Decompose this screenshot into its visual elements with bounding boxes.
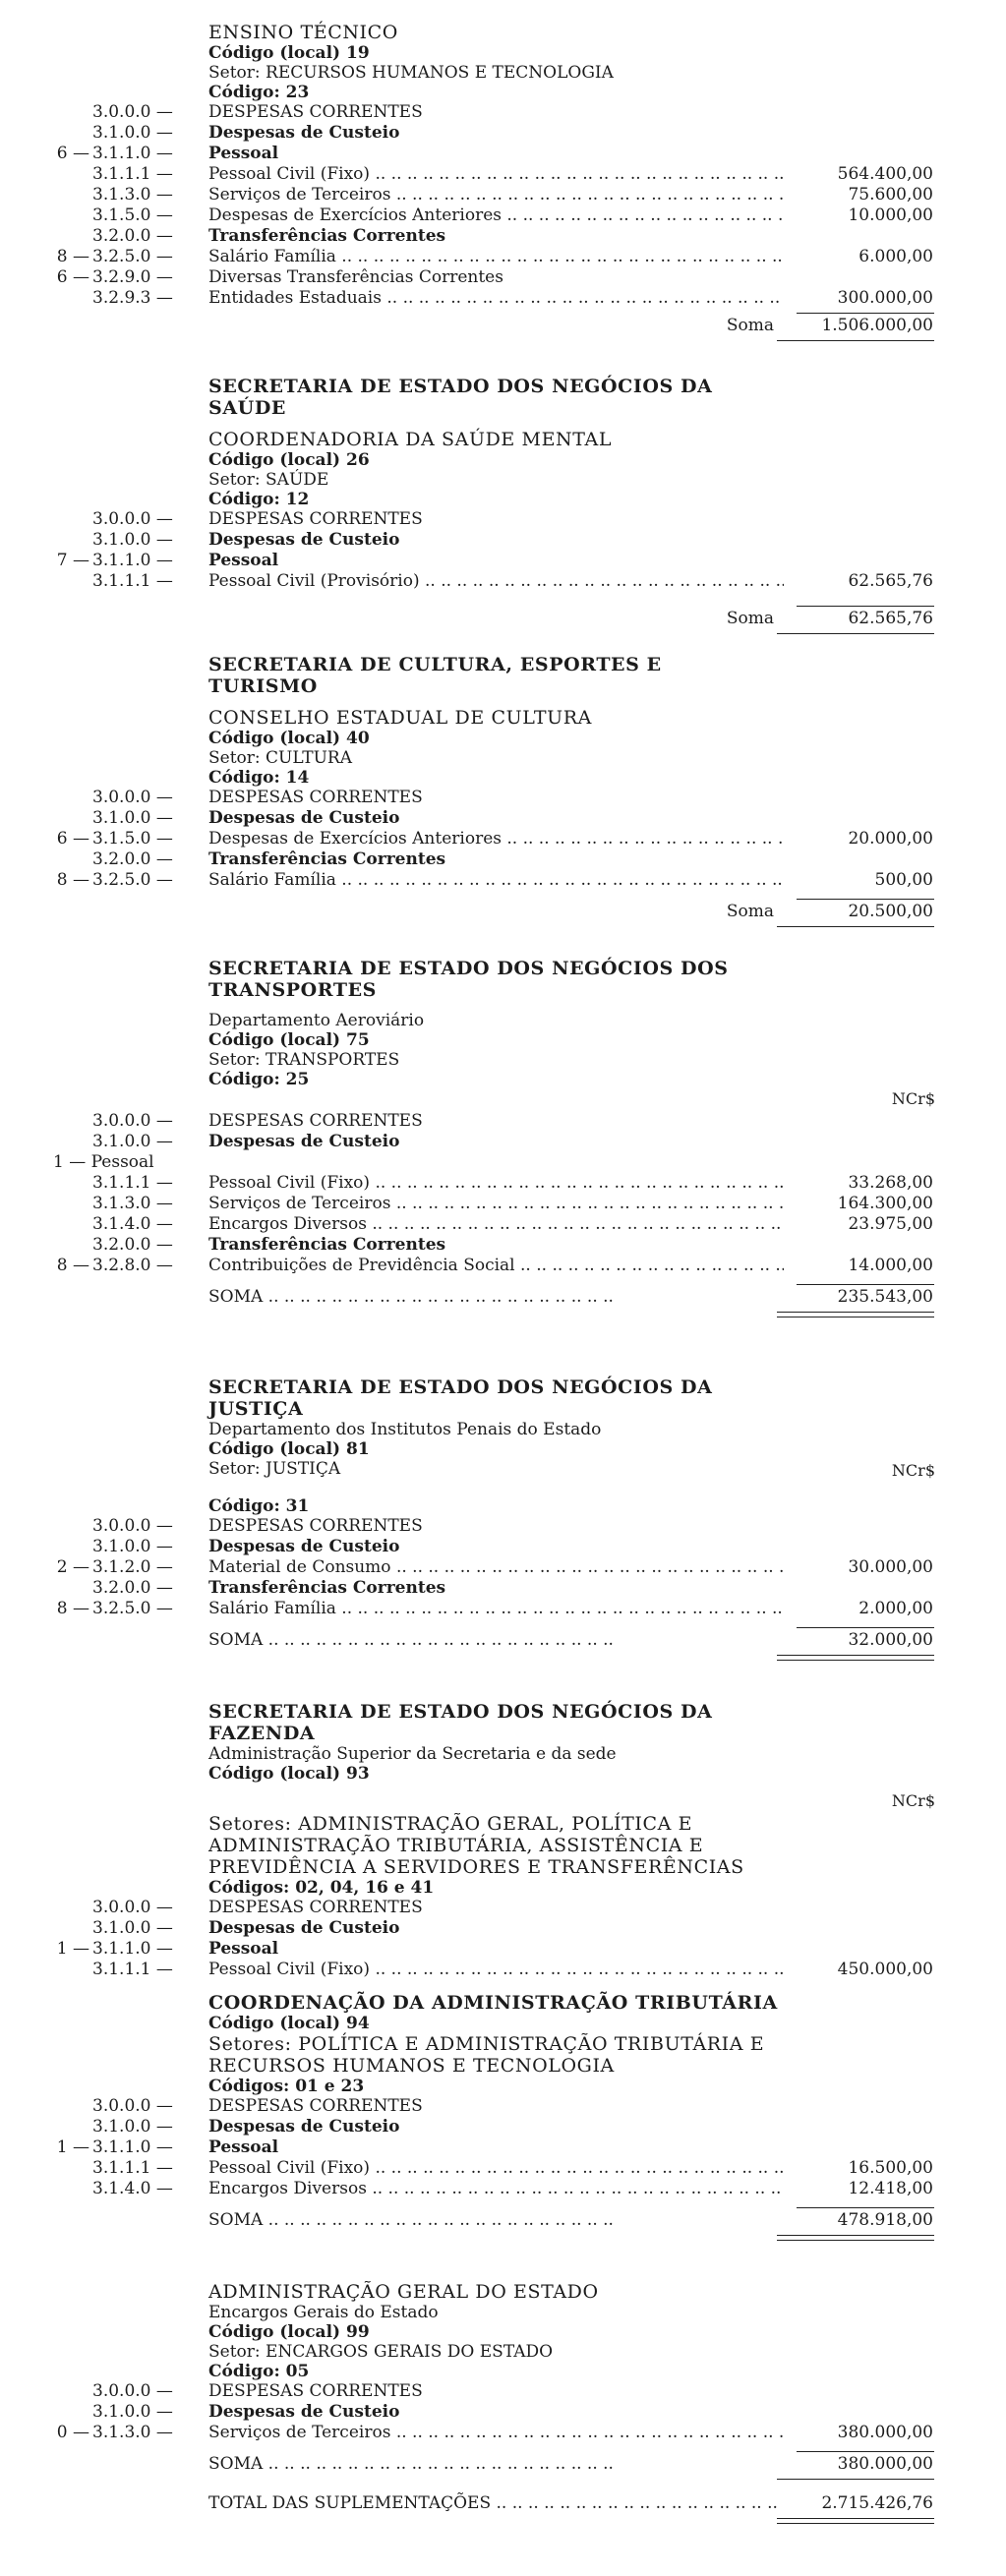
org-name: Departamento dos Institutos Penais do Estado	[208, 1420, 602, 1439]
codigo-local: Código (local) 75	[208, 1030, 370, 1050]
budget-row: 3.2.0.0 — Transferências Correntes	[92, 1235, 446, 1255]
sum-value: 32.000,00	[848, 1630, 933, 1650]
org-name: ADMINISTRAÇÃO GERAL DO ESTADO	[208, 2281, 599, 2303]
budget-row: 3.1.1.1 — Pessoal Civil (Fixo) .. .. 450.000,00	[0, 1960, 1006, 1980]
budget-row: 3.1.0.0 — Despesas de Custeio	[92, 1918, 400, 1938]
org-subtitle: Encargos Gerais do Estado	[208, 2303, 439, 2322]
budget-row: 3.0.0.0 — DESPESAS CORRENTES	[92, 1111, 423, 1131]
secretaria-title: SECRETARIA DE ESTADO DOS NEGÓCIOS DOS TRANSPORTES	[208, 958, 729, 1001]
codigo-local: Código (local) 81	[208, 1439, 370, 1459]
codigo: Códigos: 01 e 23	[208, 2077, 365, 2096]
sum-line	[0, 1627, 1006, 1653]
sum-label: SOMA .. ..	[208, 1284, 784, 1310]
budget-row: 3.1.1.1 — Pessoal Civil (Fixo) .. .. 33.268,00	[0, 1173, 1006, 1194]
budget-row: 3.0.0.0 — DESPESAS CORRENTES	[92, 509, 423, 529]
budget-row: 3.1.5.0 — Despesas de Exercícios Anteriores .. .. 10.000,00	[0, 205, 1006, 226]
budget-row: 3.0.0.0 — DESPESAS CORRENTES	[92, 1516, 423, 1536]
section-justica	[0, 1376, 1006, 1653]
budget-row: 3.1.3.0 — Serviços de Terceiros .. .. 164.300,00	[0, 1194, 1006, 1214]
codigo-local: Código (local) 26	[208, 450, 370, 470]
currency-label: NCr$	[891, 1089, 935, 1108]
sum-line	[0, 2207, 1006, 2233]
budget-row: 7 — 3.1.1.0 — Pessoal	[56, 551, 279, 570]
budget-row: 3.1.0.0 — Despesas de Custeio	[92, 2402, 400, 2422]
codigo: Códigos: 02, 04, 16 e 41	[208, 1878, 435, 1898]
sum-value: 380.000,00	[837, 2454, 933, 2474]
budget-row: 3.1.4.0 — Encargos Diversos .. .. 23.975,00	[0, 1214, 1006, 1235]
budget-row: 8 — 3.2.5.0 — Salário Família .. .. 6.000,00	[0, 247, 1006, 267]
sum-label: Soma	[726, 609, 774, 628]
codigo: Código: 31	[208, 1496, 310, 1516]
secretaria-title: SECRETARIA DE ESTADO DOS NEGÓCIOS DA FAZENDA	[208, 1701, 713, 1744]
secretaria-title: SECRETARIA DE ESTADO DOS NEGÓCIOS DA SAÚDE	[208, 376, 713, 419]
rows	[0, 102, 1006, 309]
setor: Setor: TRANSPORTES	[208, 1050, 400, 1070]
budget-row: 3.0.0.0 — DESPESAS CORRENTES	[92, 2096, 423, 2116]
codigo: Código: 12	[208, 490, 310, 509]
budget-row: 2 — 3.1.2.0 — Material de Consumo .. .. 30.000,00	[0, 1557, 1006, 1578]
org-name: COORDENADORIA DA SAÚDE MENTAL	[208, 429, 613, 450]
budget-row: 3.0.0.0 — DESPESAS CORRENTES	[92, 1898, 423, 1917]
budget-row: 3.1.0.0 — Despesas de Custeio	[92, 123, 400, 143]
budget-row: 3.0.0.0 — DESPESAS CORRENTES	[92, 2381, 423, 2401]
setor: Setores: ADMINISTRAÇÃO GERAL, POLÍTICA E ADMINISTRAÇÃO TRIBUTÁRIA, ASSISTÊNCIA E PREVIDÊNCIA A SERVIDORES E TRANSFERÊNCIAS	[208, 1813, 744, 1878]
setor: Setor: SAÚDE	[208, 470, 329, 490]
budget-row: 3.0.0.0 — DESPESAS CORRENTES	[92, 788, 423, 807]
org-name: Departamento Aeroviário	[208, 1011, 425, 1030]
budget-row: 3.1.1.1 — Pessoal Civil (Provisório) .. .. 62.565,76	[0, 571, 1006, 592]
sum-line	[0, 2451, 1006, 2477]
setor: Setor: JUSTIÇA	[208, 1459, 341, 1479]
budget-row: 3.1.1.1 — Pessoal Civil (Fixo) .. .. 16.500,00	[0, 2158, 1006, 2179]
setor: Setor: RECURSOS HUMANOS E TECNOLOGIA	[208, 63, 614, 83]
budget-row: 3.0.0.0 — DESPESAS CORRENTES	[92, 102, 423, 122]
budget-row: 6 — 3.2.9.0 — Diversas Transferências Correntes	[56, 267, 503, 287]
sum-label: SOMA .. ..	[208, 1627, 784, 1653]
sub-org-name: COORDENAÇÃO DA ADMINISTRAÇÃO TRIBUTÁRIA	[208, 1992, 778, 2014]
sum-label: SOMA .. ..	[208, 2207, 784, 2233]
codigo: Código: 25	[208, 1070, 310, 1089]
sum-line	[0, 1284, 1006, 1310]
budget-row: 8 — 3.2.8.0 — Contribuições de Previdência Social .. .. 14.000,00	[0, 1256, 1006, 1276]
budget-row: 1 — Pessoal	[53, 1152, 154, 1172]
budget-row: 3.1.0.0 — Despesas de Custeio	[92, 2117, 400, 2137]
codigo: Código: 14	[208, 768, 310, 788]
section-administracao-geral	[0, 2281, 1006, 2516]
codigo: Código: 23	[208, 83, 310, 102]
currency-label: NCr$	[891, 1461, 935, 1480]
section-cultura	[0, 654, 1006, 924]
budget-row: 3.1.3.0 — Serviços de Terceiros .. .. 75.600,00	[0, 185, 1006, 205]
sum-value: 20.500,00	[848, 902, 933, 921]
budget-row: 3.1.1.1 — Pessoal Civil (Fixo) .. .. 564.400,00	[0, 164, 1006, 185]
sum-label: Soma	[726, 316, 774, 335]
total-label: TOTAL DAS SUPLEMENTAÇÕES .. ..	[208, 2490, 784, 2516]
budget-row: 3.2.0.0 — Transferências Correntes	[92, 1578, 446, 1598]
sum-line	[0, 313, 1006, 338]
codigo: Código: 05	[208, 2362, 310, 2381]
budget-row: 8 — 3.2.5.0 — Salário Família .. .. 2.000,00	[0, 1599, 1006, 1619]
codigo-local: Código (local) 40	[208, 729, 370, 748]
org-name: CONSELHO ESTADUAL DE CULTURA	[208, 707, 592, 729]
sum-label: Soma	[726, 902, 774, 921]
budget-row: 1 — 3.1.1.0 — Pessoal	[56, 1939, 279, 1959]
budget-row: 1 — 3.1.1.0 — Pessoal	[56, 2137, 279, 2157]
sum-line	[0, 606, 1006, 631]
codigo-local: Código (local) 99	[208, 2322, 370, 2342]
currency-label: NCr$	[891, 1791, 935, 1810]
sum-value: 1.506.000,00	[821, 316, 933, 335]
budget-row: 3.1.0.0 — Despesas de Custeio	[92, 1132, 400, 1151]
org-name: ENSINO TÉCNICO	[208, 22, 398, 43]
budget-row: 3.1.0.0 — Despesas de Custeio	[92, 1537, 400, 1556]
budget-row: 3.1.0.0 — Despesas de Custeio	[92, 530, 400, 550]
section-transportes	[0, 958, 1006, 1310]
section-saude	[0, 376, 1006, 631]
sum-line	[0, 899, 1006, 924]
setor: Setores: POLÍTICA E ADMINISTRAÇÃO TRIBUTÁRIA E RECURSOS HUMANOS E TECNOLOGIA	[208, 2033, 765, 2077]
budget-row: 3.1.0.0 — Despesas de Custeio	[92, 808, 400, 828]
budget-row: 8 — 3.2.5.0 — Salário Família .. .. 500,00	[0, 870, 1006, 891]
sum-value: 478.918,00	[837, 2210, 933, 2230]
setor: Setor: CULTURA	[208, 748, 353, 768]
section-ensino-tecnico	[0, 22, 1006, 338]
budget-row: 0 — 3.1.3.0 — Serviços de Terceiros .. .. 380.000,00	[0, 2423, 1006, 2443]
budget-row: 3.2.9.3 — Entidades Estaduais .. .. 300.000,00	[0, 288, 1006, 309]
sum-value: 235.543,00	[837, 1287, 933, 1307]
codigo-local: Código (local) 93	[208, 1764, 370, 1784]
sum-label: SOMA .. ..	[208, 2451, 784, 2477]
budget-row: 3.2.0.0 — Transferências Correntes	[92, 226, 446, 246]
codigo-local: Código (local) 94	[208, 2014, 370, 2033]
section-fazenda	[0, 1701, 1006, 2233]
setor: Setor: ENCARGOS GERAIS DO ESTADO	[208, 2342, 554, 2362]
budget-row: 3.2.0.0 — Transferências Correntes	[92, 849, 446, 869]
budget-row: 6 — 3.1.1.0 — Pessoal	[56, 144, 279, 163]
secretaria-title: SECRETARIA DE CULTURA, ESPORTES E TURISMO	[208, 654, 662, 697]
total-value: 2.715.426,76	[821, 2493, 933, 2513]
codigo-local: Código (local) 19	[208, 43, 370, 63]
secretaria-title: SECRETARIA DE ESTADO DOS NEGÓCIOS DA JUSTIÇA	[208, 1376, 713, 1420]
sum-value: 62.565,76	[848, 609, 933, 628]
budget-row: 6 — 3.1.5.0 — Despesas de Exercícios Anteriores .. .. 20.000,00	[0, 829, 1006, 849]
total-line	[0, 2490, 1006, 2516]
org-name: Administração Superior da Secretaria e da sede	[208, 1744, 617, 1764]
budget-row: 3.1.4.0 — Encargos Diversos .. .. 12.418,00	[0, 2179, 1006, 2199]
